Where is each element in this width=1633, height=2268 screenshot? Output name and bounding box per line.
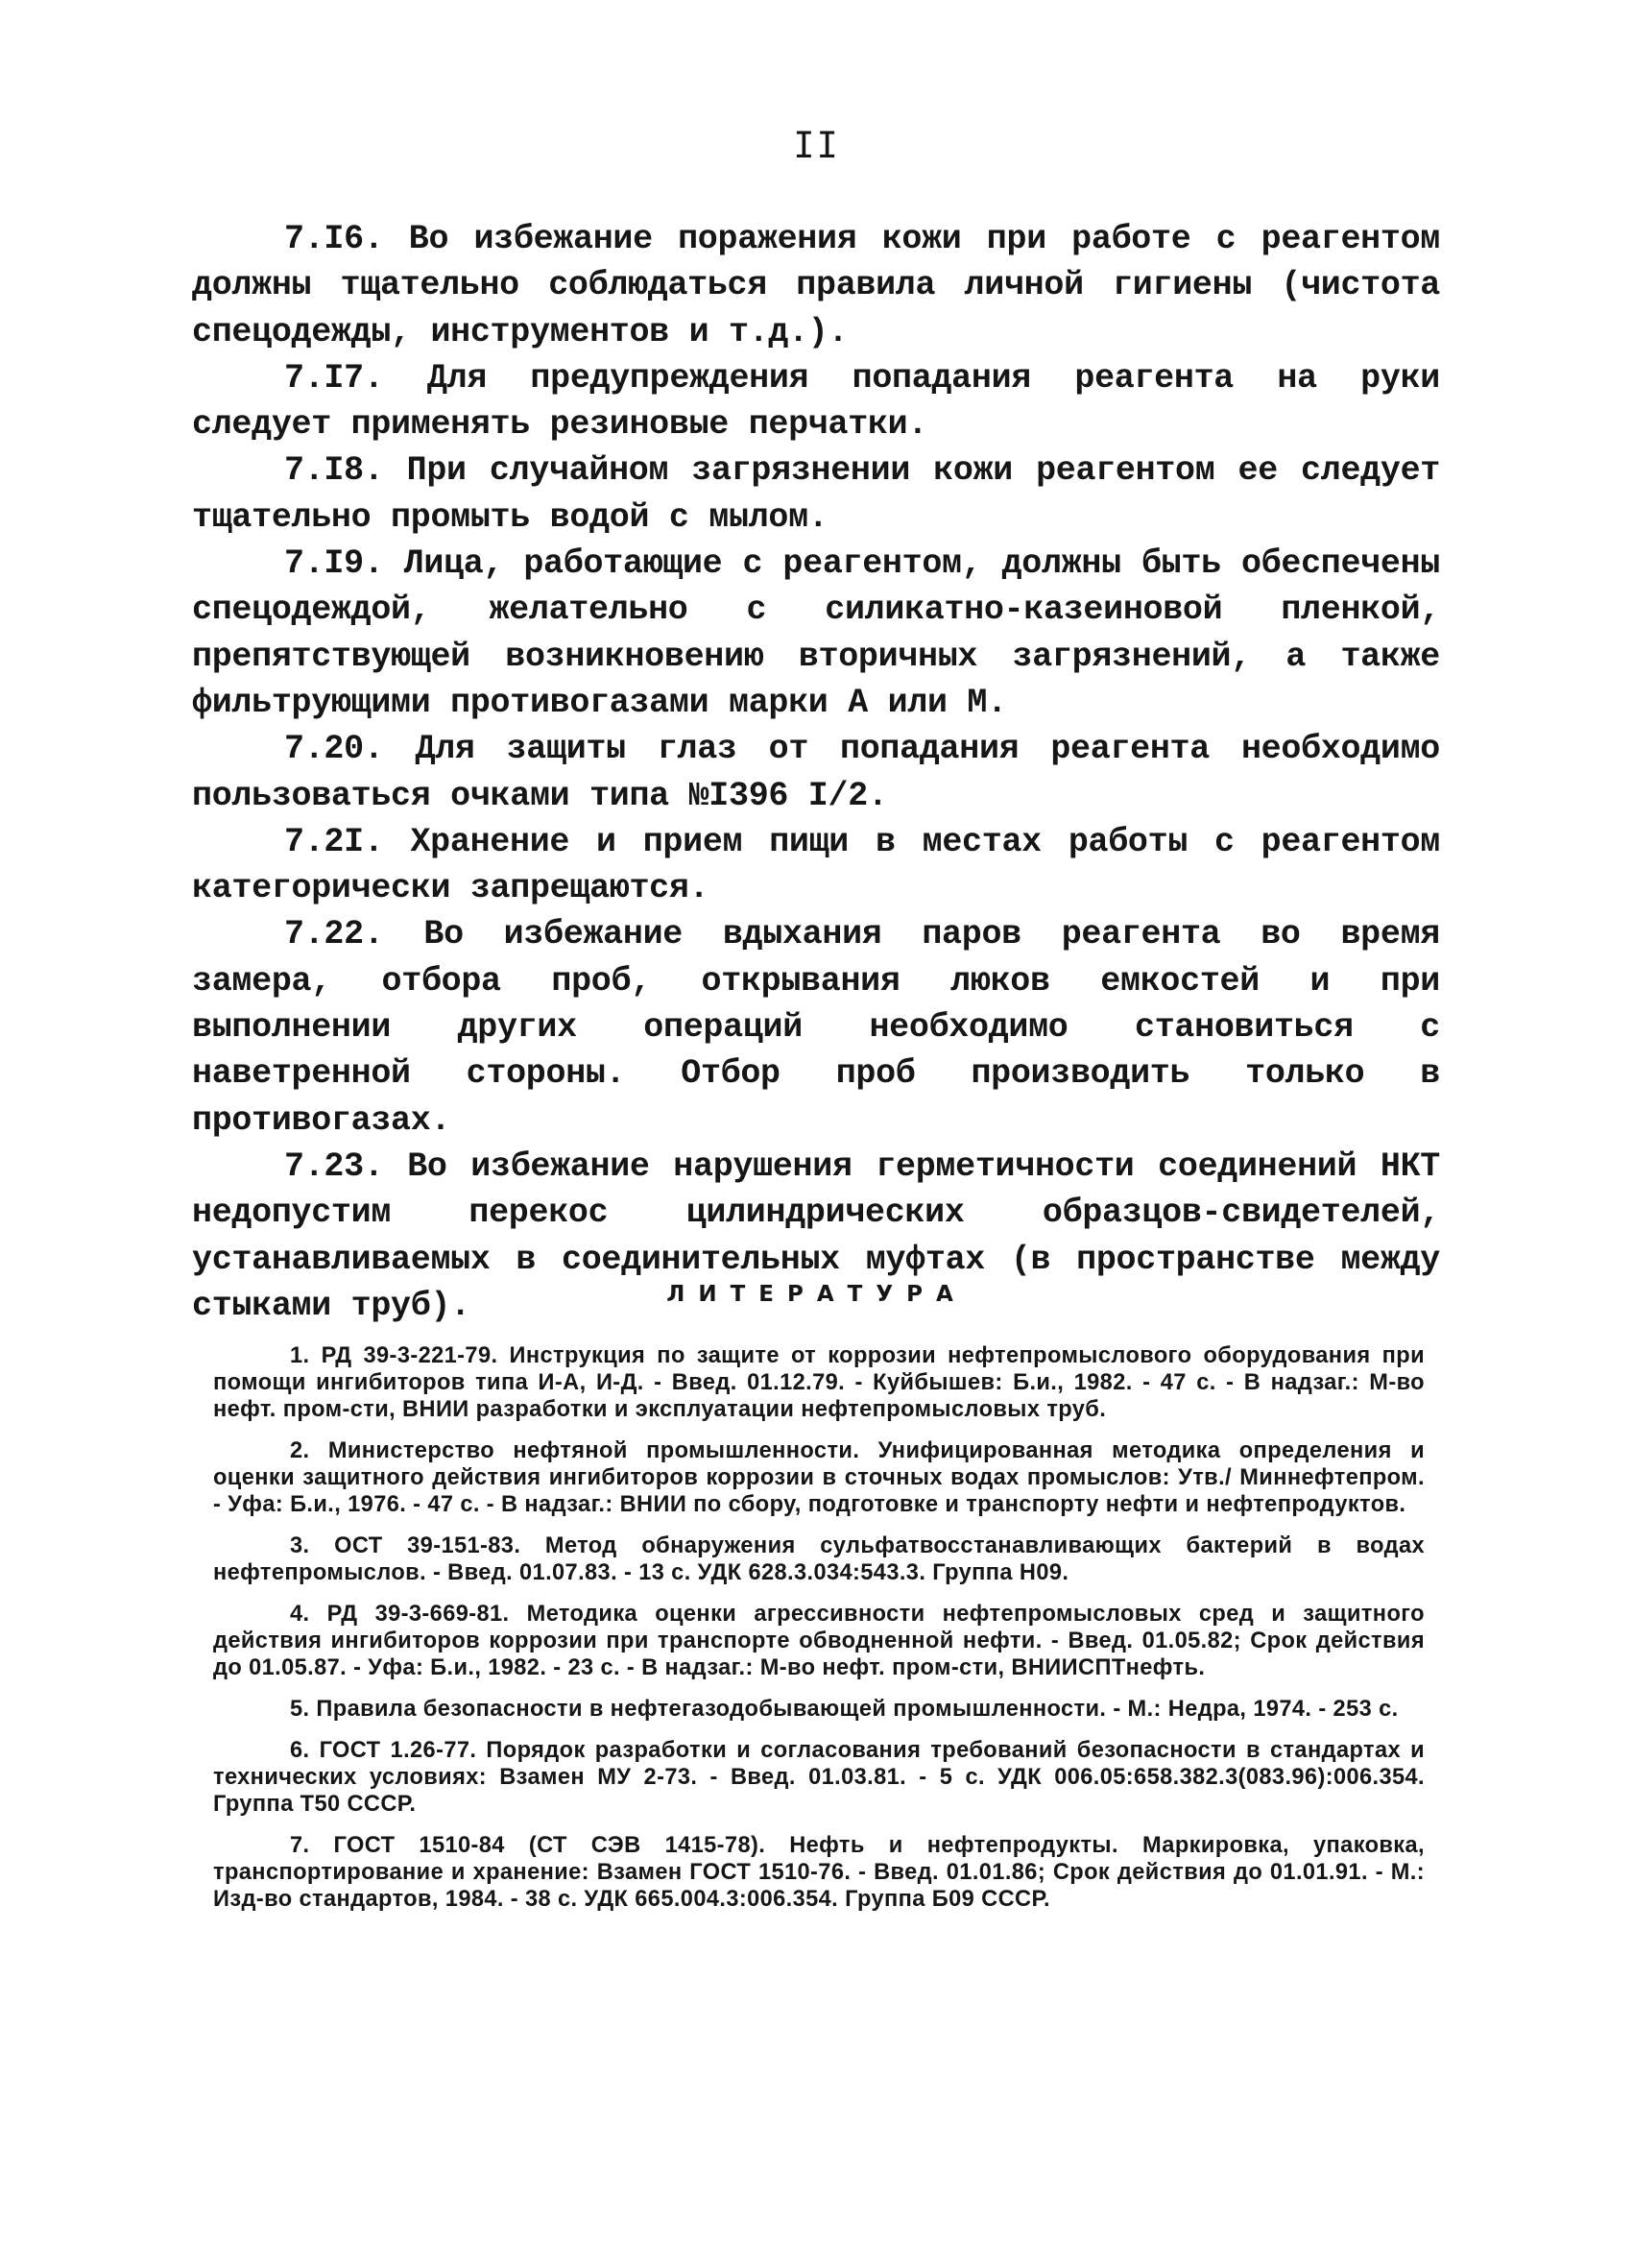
reference-item: 6. ГОСТ 1.26-77. Порядок разработки и согласования требований безопасности в стандартах и технических условиях: Взамен МУ 2-73. - Введ. 01.03.81. - 5 с. УДК 006.05:658.382.3(083.96):006.354. Группа Т50 СССР.	[213, 1738, 1425, 1817]
paragraph-7-19: 7.I9. Лица, работающие с реагентом, должны быть обеспечены спецодеждой, желательно с силикатно-казеиновой пленкой, препятствующей возникновению вторичных загрязнений, а также фильтрующими противогазами марки А или М.	[192, 544, 1440, 722]
paragraph-7-21: 7.2I. Хранение и прием пищи в местах работы с реагентом категорически запрещаются.	[192, 822, 1440, 908]
paragraph-7-18: 7.I8. При случайном загрязнении кожи реагентом ее следует тщательно промыть водой с мылом.	[192, 451, 1440, 537]
reference-item: 1. РД 39-3-221-79. Инструкция по защите от коррозии нефтепромыслового оборудования при помощи ингибиторов типа И-А, И-Д. - Введ. 01.12.79. - Куйбышев: Б.и., 1982. - 47 с. - В надзаг.: М-во нефт. пром-сти, ВНИИ разработки и эксплуатации нефтепромысловых труб.	[213, 1343, 1425, 1422]
paragraph-7-22: 7.22. Во избежание вдыхания паров реагента во время замера, отбора проб, открывания люков емкостей и при выполнении других операций необходимо становиться с наветренной стороны. Отбор проб производить только в противогазах.	[192, 915, 1440, 1140]
paragraph-7-20: 7.20. Для защиты глаз от попадания реагента необходимо пользоваться очками типа №I396 I/2.	[192, 730, 1440, 815]
reference-item: 2. Министерство нефтяной промышленности. Унифицированная методика определения и оценки защитного действия ингибиторов коррозии в сточных водах промыслов: Утв./ Миннефтепром. - Уфа: Б.и., 1976. - 47 с. - В надзаг.: ВНИИ по сбору, подготовке и транспорту нефти и нефтепродуктов.	[213, 1438, 1425, 1517]
page-number: II	[793, 125, 840, 166]
paragraph-7-17: 7.I7. Для предупреждения попадания реагента на руки следует применять резиновые перчатки.	[192, 358, 1440, 445]
reference-item: 3. ОСТ 39-151-83. Метод обнаружения сульфатвосстанавливающих бактерий в водах нефтепромыслов. - Введ. 01.07.83. - 13 с. УДК 628.3.034:543.3. Группа Н09.	[213, 1533, 1425, 1585]
reference-item: 7. ГОСТ 1510-84 (СТ СЭВ 1415-78). Нефть и нефтепродукты. Маркировка, упаковка, транспортирование и хранение: Взамен ГОСТ 1510-76. - Введ. 01.01.86; Срок действия до 01.01.91. - М.: Изд-во стандартов, 1984. - 38 с. УДК 665.004.3:006.354. Группа Б09 СССР.	[213, 1833, 1425, 1912]
literature-list	[213, 1342, 1425, 1927]
paragraph-7-16: 7.I6. Во избежание поражения кожи при работе с реагентом должны тщательно соблюдаться правила личной гигиены (чистота спецодежды, инструментов и т.д.).	[192, 220, 1440, 351]
reference-item: 4. РД 39-3-669-81. Методика оценки агрессивности нефтепромысловых сред и защитного действия ингибиторов коррозии при транспорте обводненной нефти. - Введ. 01.05.82; Срок действия до 01.05.87. - Уфа: Б.и., 1982. - 23 с. - В надзаг.: М-во нефт. пром-сти, ВНИИСПТнефть.	[213, 1602, 1425, 1680]
paragraph-7-23: 7.23. Во избежание нарушения герметичности соединений НКТ недопустим перекос цилиндрических образцов-свидетелей, устанавливаемых в соединительных муфтах (в пространстве между стыками труб).	[192, 1146, 1440, 1325]
safety-section	[192, 216, 1440, 1329]
reference-item: 5. Правила безопасности в нефтегазодобывающей промышленности. - М.: Недра, 1974. - 253 с.	[290, 1697, 1399, 1722]
literature-heading: ЛИТЕРАТУРА	[666, 1282, 967, 1307]
